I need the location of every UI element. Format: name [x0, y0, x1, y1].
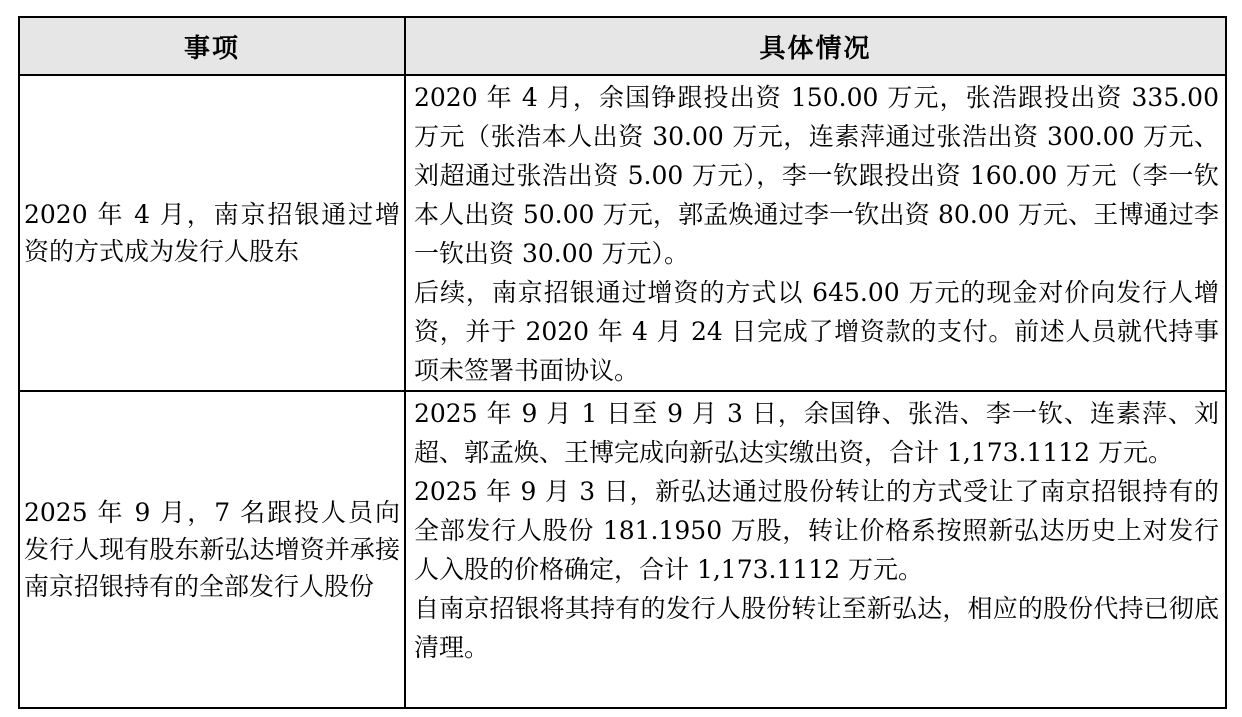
- row-1-detail-para-2: 后续，南京招银通过增资的方式以 645.00 万元的现金对价向发行人增资，并于 2020 年 4 月 24 日完成了增资款的支付。前述人员就代持事项未签署书面协议。: [414, 278, 1219, 385]
- table-row: [19, 75, 1226, 391]
- row-2-detail-para-3: 自南京招银将其持有的发行人股份转让至新弘达，相应的股份代持已彻底清理。: [414, 594, 1219, 662]
- row-1-detail-para-1: 2020 年 4 月，余国铮跟投出资 150.00 万元，张浩跟投出资 335.00 万元（张浩本人出资 30.00 万元，连素萍通过张浩出资 300.00 万元、刘超通过张浩出资 5.00 万元），李一钦跟投出资 160.00 万元（李一钦本人出资 50.00 万元，郭孟焕通过李一钦出资 80.00 万元、王博通过李一钦出资 30.00 万元）。: [414, 83, 1219, 268]
- table-header-row: [19, 17, 1226, 75]
- row-2-item: 2025 年 9 月，7 名跟投人员向发行人现有股东新弘达增资并承接南京招银持有的全部发行人股份: [19, 391, 405, 708]
- row-2-detail: [405, 391, 1226, 708]
- row-1-detail: [405, 75, 1226, 391]
- row-2-detail-para-1: 2025 年 9 月 1 日至 9 月 3 日，余国铮、张浩、李一钦、连素萍、刘超、郭孟焕、王博完成向新弘达实缴出资，合计 1,173.1112 万元。: [414, 399, 1219, 467]
- equity-history-table: [18, 16, 1227, 709]
- header-detail: 具体情况: [405, 17, 1226, 75]
- table-row: [19, 391, 1226, 708]
- row-2-detail-para-2: 2025 年 9 月 3 日，新弘达通过股份转让的方式受让了南京招银持有的全部发行人股份 181.1950 万股，转让价格系按照新弘达历史上对发行人入股的价格确定，合计 1,173.1112 万元。: [414, 477, 1219, 584]
- row-1-item: 2020 年 4 月，南京招银通过增资的方式成为发行人股东: [19, 75, 405, 391]
- header-item: 事项: [19, 17, 405, 75]
